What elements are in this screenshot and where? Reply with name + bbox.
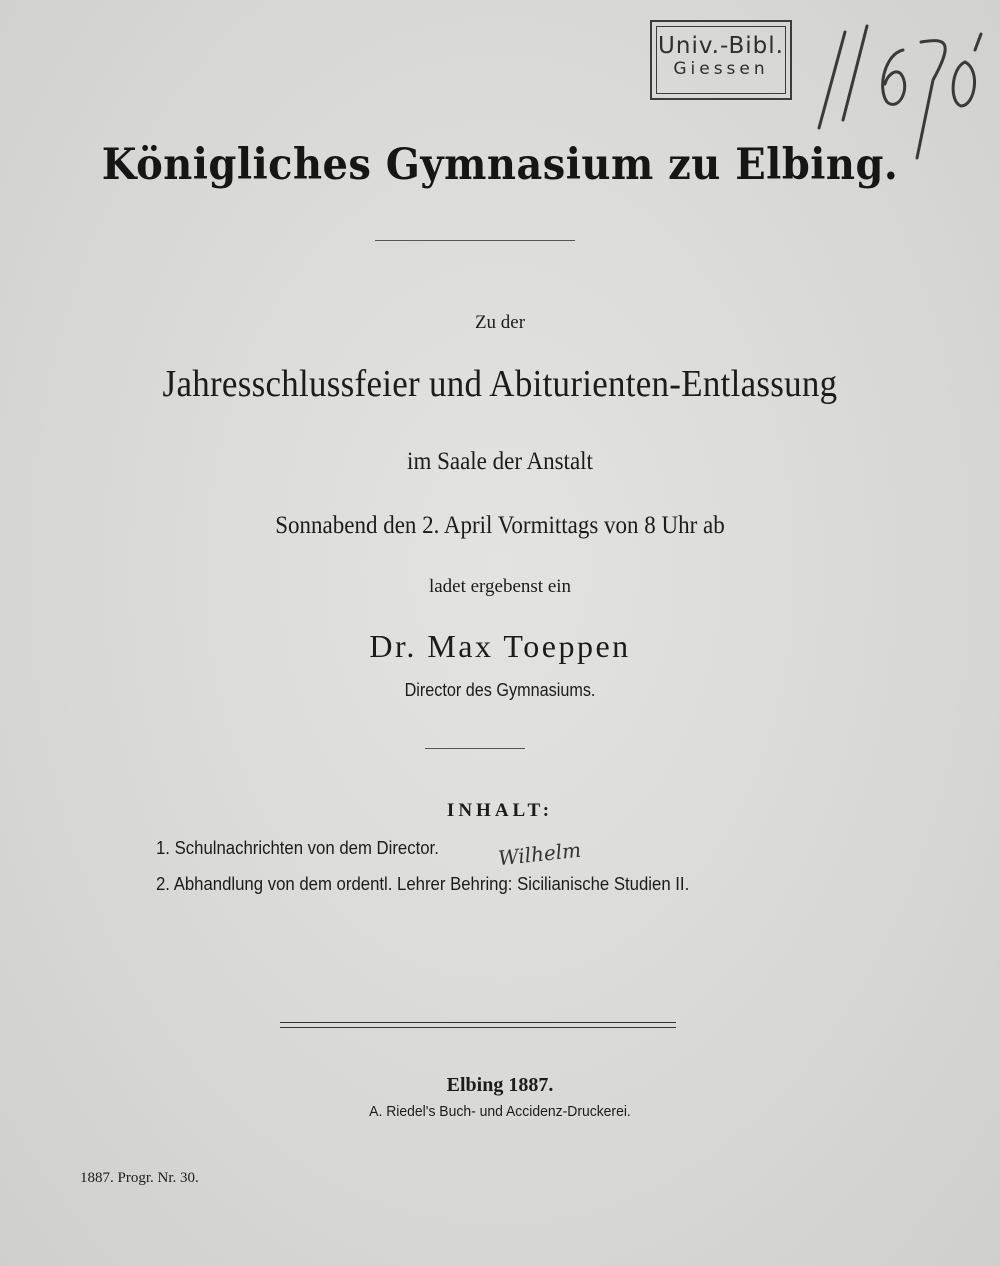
author-name: Dr. Max Toeppen bbox=[369, 628, 631, 664]
title-divider bbox=[375, 240, 575, 241]
invitation-text: ladet ergebenst ein bbox=[428, 576, 572, 597]
imprint-printer: A. Riedel's Buch- und Accidenz-Druckerei. bbox=[369, 1103, 631, 1120]
contents-heading: INHALT: bbox=[446, 800, 554, 821]
event-location: im Saale der Anstalt bbox=[407, 448, 593, 475]
library-stamp bbox=[650, 20, 792, 100]
bottom-double-rule-bottom bbox=[280, 1027, 676, 1028]
handwritten-annotation: Wilhelm bbox=[496, 837, 583, 871]
program-number: 1887. Progr. Nr. 30. bbox=[80, 1170, 199, 1186]
bottom-double-rule-top bbox=[280, 1022, 676, 1023]
intro-text: Zu der bbox=[474, 312, 526, 333]
event-datetime: Sonnabend den 2. April Vormittags von 8 Uhr ab bbox=[275, 512, 725, 539]
stamp-line-2: Giessen bbox=[673, 59, 769, 79]
event-title: Jahresschlussfeier und Abiturienten-Entlassung bbox=[162, 363, 838, 405]
author-title: Director des Gymnasiums. bbox=[404, 680, 596, 700]
school-title: Königliches Gymnasium zu Elbing. bbox=[101, 140, 899, 190]
stamp-line-1: Univ.-Bibl. bbox=[658, 33, 784, 59]
contents-item-2: 2. Abhandlung von dem ordentl. Lehrer Behring: Sicilianische Studien II. bbox=[156, 874, 690, 894]
contents-item-1: 1. Schulnachrichten von dem Director. bbox=[156, 838, 439, 858]
middle-divider bbox=[425, 748, 525, 749]
library-stamp-inner bbox=[656, 26, 786, 94]
imprint-place-year: Elbing 1887. bbox=[446, 1074, 554, 1096]
